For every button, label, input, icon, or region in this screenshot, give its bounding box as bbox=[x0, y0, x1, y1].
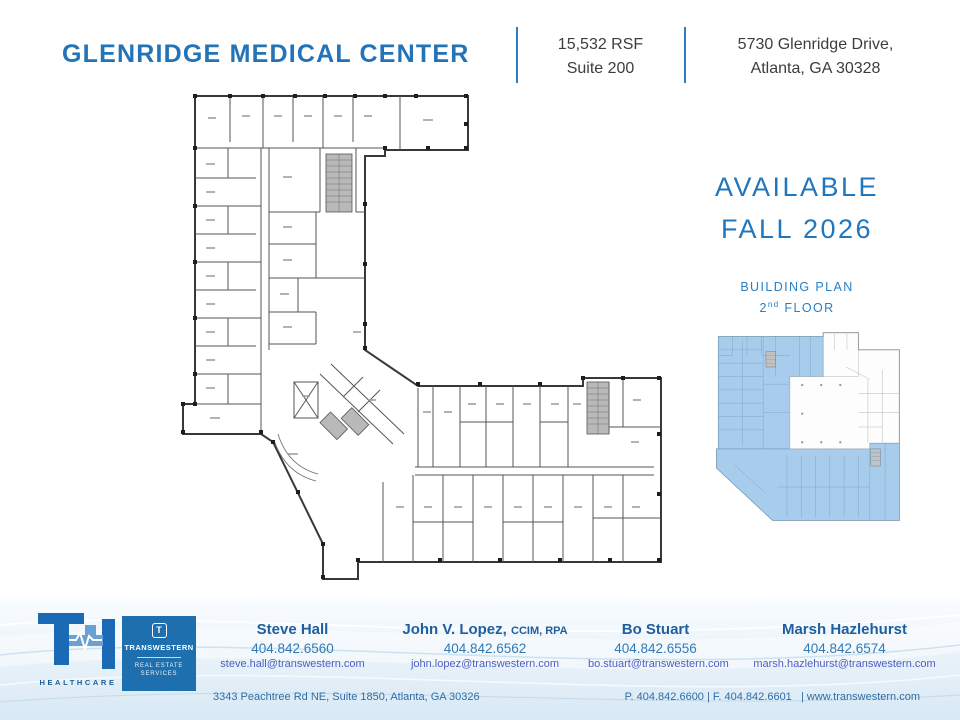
transwestern-rule bbox=[137, 657, 181, 658]
footer bbox=[0, 597, 960, 720]
contact-name: Bo Stuart bbox=[621, 621, 690, 638]
availability-line2: FALL 2026 bbox=[720, 214, 874, 244]
contact-phone: 404.842.6560 bbox=[251, 641, 334, 656]
rsf-value: 15,532 RSF bbox=[557, 36, 644, 53]
contact-phone: 404.842.6556 bbox=[614, 641, 697, 656]
th-healthcare-logo-mark bbox=[28, 611, 123, 669]
contact-email: bo.stuart@transwestern.com bbox=[588, 658, 729, 670]
availability-line1: AVAILABLE bbox=[714, 172, 880, 202]
contact-card bbox=[205, 621, 380, 670]
address-block bbox=[698, 33, 933, 81]
contact-phone: 404.842.6574 bbox=[803, 641, 886, 656]
address-line2: Atlanta, GA 30328 bbox=[750, 60, 881, 77]
office-address: 3343 Peachtree Rd NE, Suite 1850, Atlanta, GA 30326 bbox=[213, 691, 480, 703]
header-divider-2 bbox=[684, 27, 686, 83]
address-line1: 5730 Glenridge Drive, bbox=[737, 36, 894, 53]
header-divider-1 bbox=[516, 27, 518, 83]
availability-banner bbox=[668, 166, 926, 250]
contact-email: john.lopez@transwestern.com bbox=[410, 658, 560, 670]
contact-card bbox=[588, 621, 729, 670]
th-healthcare-logo bbox=[28, 611, 128, 687]
transwestern-name: TRANSWESTERN bbox=[124, 643, 194, 652]
transwestern-tagline2: SERVICES bbox=[140, 671, 178, 677]
phone-fax: P. 404.842.6600 | F. 404.842.6601 bbox=[624, 691, 792, 703]
contact-email: steve.hall@transwestern.com bbox=[220, 658, 365, 670]
contact-name: Marsh Hazlehurst bbox=[781, 621, 908, 638]
website: | www.transwestern.com bbox=[800, 691, 920, 703]
contact-email: marsh.hazlehurst@transwestern.com bbox=[753, 658, 936, 670]
building-plan-label bbox=[668, 279, 926, 317]
phone-fax-website bbox=[625, 691, 920, 703]
transwestern-t-icon: T bbox=[152, 623, 167, 638]
building-plan-line2: 2nd FLOOR bbox=[759, 300, 835, 316]
page-title: GLENRIDGE MEDICAL CENTER bbox=[62, 40, 470, 68]
contact-card bbox=[382, 621, 588, 670]
contact-phone: 404.842.6562 bbox=[443, 641, 527, 656]
transwestern-tagline1: REAL ESTATE bbox=[134, 663, 184, 669]
transwestern-logo bbox=[122, 616, 196, 691]
building-plan-line1: BUILDING PLAN bbox=[740, 280, 854, 294]
floor-plan-drawing bbox=[168, 82, 670, 598]
contact-card bbox=[752, 621, 937, 670]
suite-value: Suite 200 bbox=[566, 60, 635, 77]
contact-name: John V. Lopez, CCIM, RPA bbox=[402, 621, 568, 638]
rsf-block bbox=[528, 33, 673, 81]
key-plan-drawing bbox=[706, 327, 906, 527]
healthcare-label: HEALTHCARE bbox=[39, 678, 117, 687]
contact-name: Steve Hall bbox=[256, 621, 329, 638]
